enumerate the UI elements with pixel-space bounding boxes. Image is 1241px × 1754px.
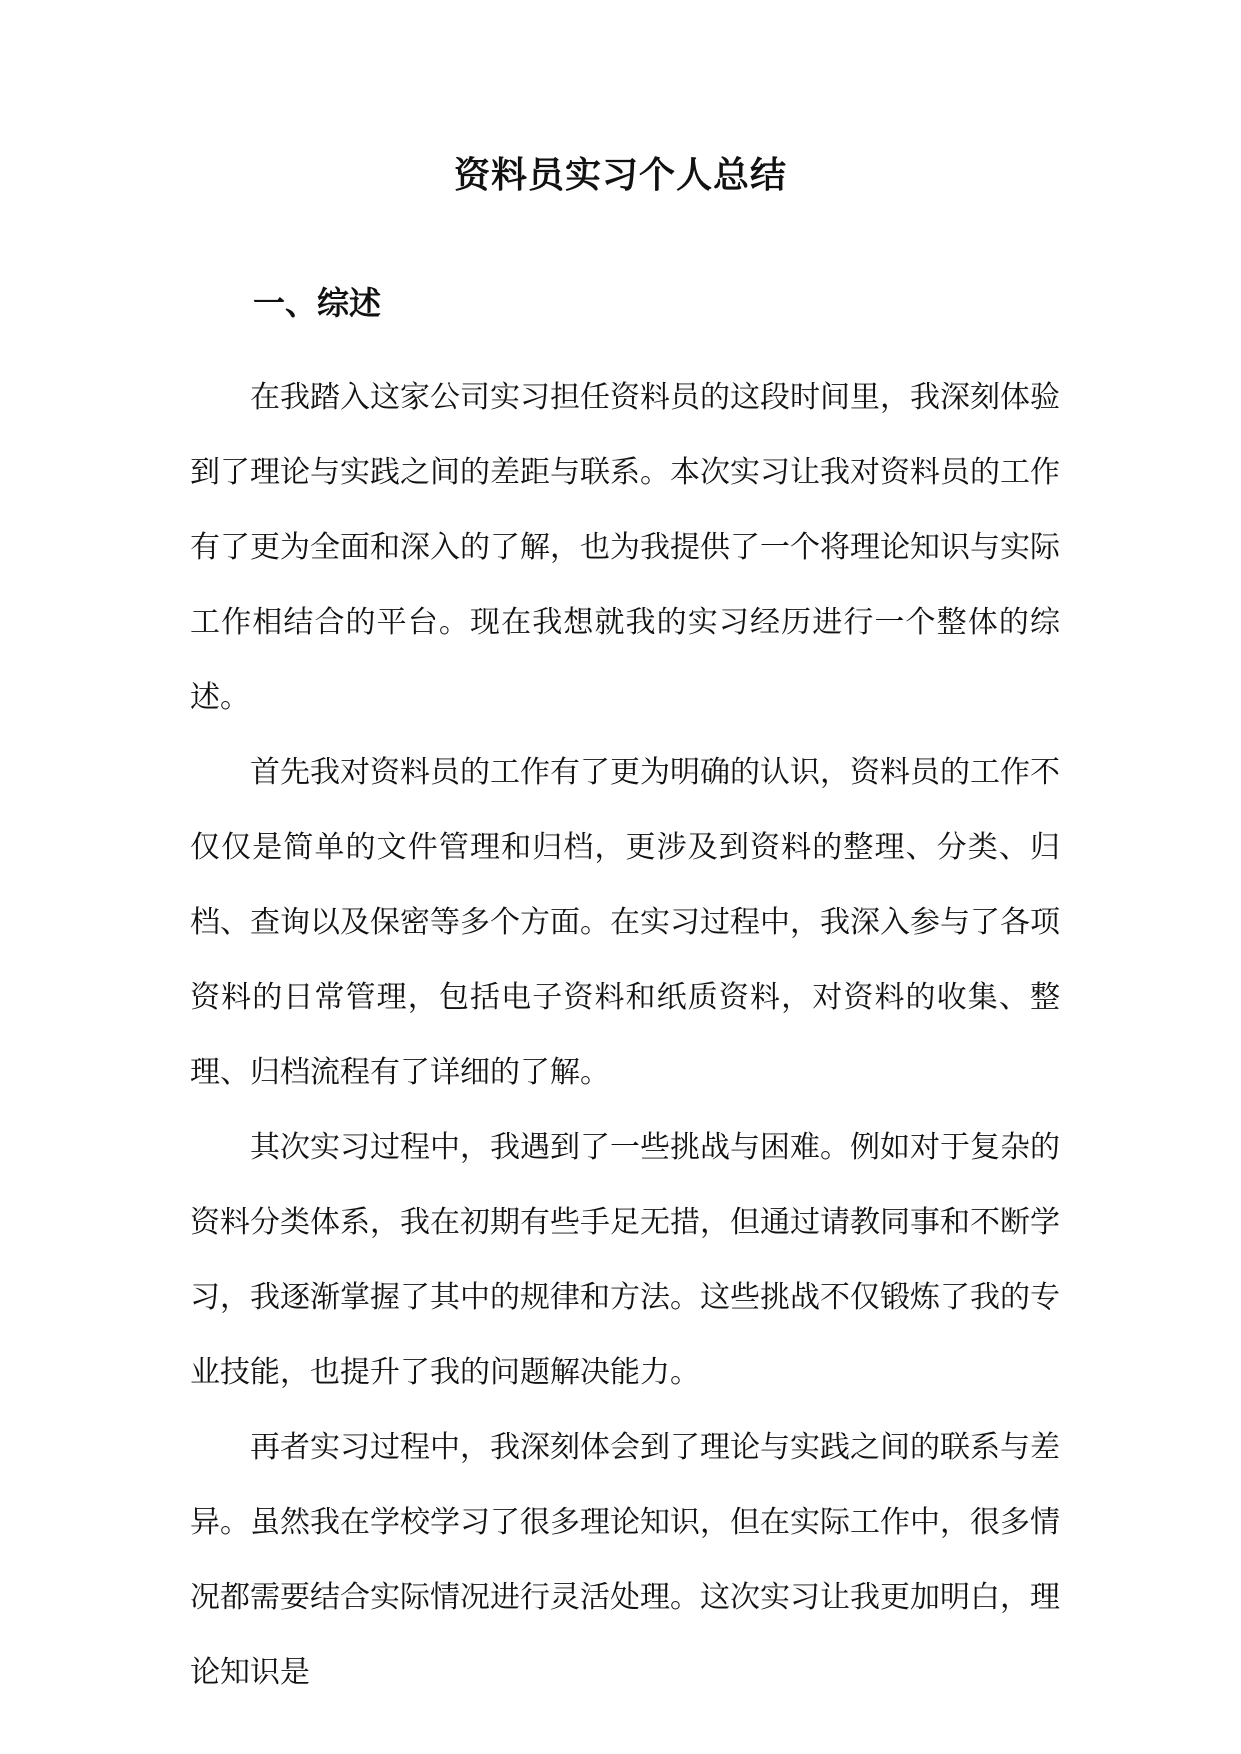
document-title: 资料员实习个人总结 — [453, 154, 787, 196]
paragraph-3: 其次实习过程中，我遇到了一些挑战与困难。例如对于复杂的资料分类体系，我在初期有些手足无措，但通过请教同事和不断学习，我逐渐掌握了其中的规律和方法。这些挑战不仅锻炼了我的专业技能，也提升了我的问题解决能力。 — [190, 1130, 1060, 1390]
section-heading: 一、综述 — [253, 284, 382, 322]
paragraph-2: 首先我对资料员的工作有了更为明确的认识，资料员的工作不仅仅是简单的文件管理和归档，更涉及到资料的整理、分类、归档、查询以及保密等多个方面。在实习过程中，我深入参与了各项资料的日常管理，包括电子资料和纸质资料，对资料的收集、整理、归档流程有了详细的了解。 — [190, 755, 1060, 1090]
section-body — [190, 360, 1060, 1710]
paragraph-4: 再者实习过程中，我深刻体会到了理论与实践之间的联系与差异。虽然我在学校学习了很多理论知识，但在实际工作中，很多情况都需要结合实际情况进行灵活处理。这次实习让我更加明白，理论知识是 — [190, 1430, 1060, 1690]
paragraph-1: 在我踏入这家公司实习担任资料员的这段时间里，我深刻体验到了理论与实践之间的差距与联系。本次实习让我对资料员的工作有了更为全面和深入的了解，也为我提供了一个将理论知识与实际工作相结合的平台。现在我想就我的实习经历进行一个整体的综述。 — [190, 380, 1060, 715]
